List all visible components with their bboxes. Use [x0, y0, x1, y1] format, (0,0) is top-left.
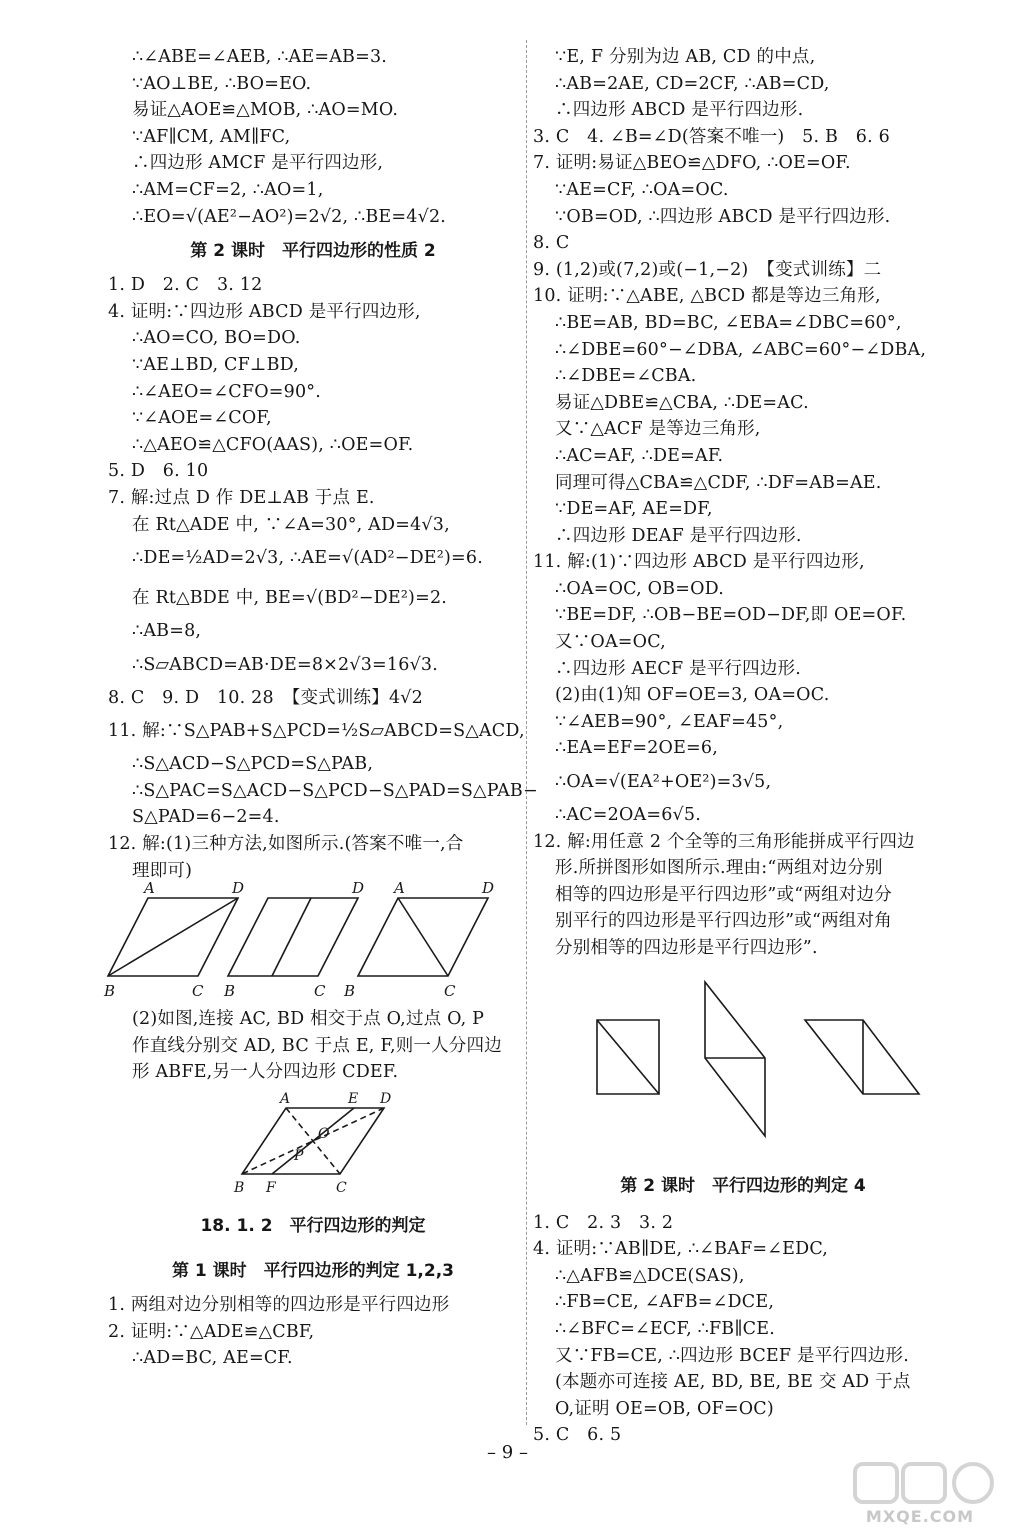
- answer-line: ∴∠DBE=∠CBA.: [555, 366, 697, 387]
- answer-line: ∵AF∥CM, AM∥FC,: [132, 126, 291, 147]
- watermark-text: MXQE.COM: [865, 1507, 975, 1526]
- answer-line: 1. C 2. 3 3. 2: [533, 1212, 674, 1233]
- answer-line: (2)如图,连接 AC, BD 相交于点 O,过点 O, P: [132, 1009, 485, 1030]
- answer-line: ∴S▱ABCD=AB·DE=8×2√3=16√3.: [132, 654, 439, 675]
- answer-line: 形.所拼图形如图所示.理由:“两组对边分别: [555, 858, 883, 879]
- answer-line: ∴四边形 ABCD 是平行四边形.: [555, 100, 804, 121]
- answer-line: (本题亦可连接 AE, BD, BE, BE 交 AD 于点: [555, 1372, 911, 1393]
- answer-line: ∵∠AEB=90°, ∠EAF=45°,: [555, 711, 784, 732]
- answer-line: ∵DE=AF, AE=DF,: [555, 499, 713, 520]
- fig2-label-e: E: [348, 1091, 359, 1108]
- answer-line: (2)由(1)知 OF=OE=3, OA=OC.: [555, 685, 830, 706]
- answer-line: 9. (1,2)或(7,2)或(−1,−2) 【变式训练】二: [533, 259, 882, 280]
- answer-line: ∴AB=8,: [132, 621, 202, 642]
- answer-line: 5. D 6. 10: [108, 461, 209, 482]
- answer-line: 8. C 9. D 10. 28 【变式训练】4√2: [108, 687, 423, 708]
- fig1-p3-label-c: C: [444, 982, 456, 1001]
- answer-line: ∴EO=√(AE²−AO²)=2√2, ∴BE=4√2.: [132, 206, 447, 227]
- fig1-p3-label-d: D: [482, 879, 495, 898]
- answer-line: ∴FB=CE, ∠AFB=∠DCE,: [555, 1292, 775, 1313]
- figure-parallelogram-division: [108, 1090, 518, 1202]
- answer-line: 12. 解:用任意 2 个全等的三角形能拼成平行四边: [533, 831, 915, 852]
- answer-line: ∴∠AEO=∠CFO=90°.: [132, 381, 322, 402]
- answer-line: 理即可): [132, 860, 193, 881]
- figure-triangle-assemblies: [533, 966, 953, 1162]
- answer-line: ∴S△ACD−S△PCD=S△PAB,: [132, 754, 374, 775]
- fig1-p1-label-b: B: [104, 982, 116, 1001]
- answer-line: ∴四边形 AECF 是平行四边形.: [555, 658, 802, 679]
- answer-line: ∴S△PAC=S△ACD−S△PCD−S△PAD=S△PAB−: [132, 780, 538, 801]
- answer-line: 2. 证明:∵△ADE≌△CBF,: [108, 1321, 315, 1342]
- answer-line: 3. C 4. ∠B=∠D(答案不唯一) 5. B 6. 6: [533, 126, 890, 147]
- fig1-p3-label-b: B: [344, 982, 356, 1001]
- answer-line: ∴AD=BC, AE=CF.: [132, 1348, 293, 1369]
- answer-line: ∵E, F 分别为边 AB, CD 的中点,: [555, 47, 816, 67]
- fig2-label-d: D: [380, 1091, 392, 1108]
- section-heading: 第 2 课时 平行四边形的判定 4: [620, 1175, 866, 1196]
- answer-line: 7. 证明:易证△BEO≌△DFO, ∴OE=OF.: [533, 153, 851, 174]
- section-heading: 第 2 课时 平行四边形的性质 2: [190, 241, 436, 262]
- answer-line: ∴AC=2OA=6√5.: [555, 805, 701, 826]
- answer-line: 11. 解:(1)∵四边形 ABCD 是平行四边形,: [533, 552, 865, 573]
- answer-line: ∴四边形 DEAF 是平行四边形.: [555, 525, 802, 546]
- answer-line: 作直线分别交 AD, BC 于点 E, F,则一人分四边: [132, 1035, 502, 1056]
- fig1-p1-label-c: C: [192, 982, 204, 1001]
- answer-line: 7. 解:过点 D 作 DE⊥AB 于点 E.: [108, 487, 375, 508]
- fig2-label-o: O: [318, 1126, 330, 1143]
- answer-line: ∴△AFB≌△DCE(SAS),: [555, 1265, 745, 1286]
- answer-line: 4. 证明:∵AB∥DE, ∴∠BAF=∠EDC,: [533, 1239, 829, 1260]
- answer-line: 易证△DBE≌△CBA, ∴DE=AC.: [555, 392, 809, 413]
- answer-line: ∴AO=CO, BO=DO.: [132, 328, 301, 349]
- answer-line: 12. 解:(1)三种方法,如图所示.(答案不唯一,合: [108, 834, 464, 855]
- answer-line: 1. D 2. C 3. 12: [108, 275, 263, 296]
- answer-line: ∴AB=2AE, CD=2CF, ∴AB=CD,: [555, 73, 830, 94]
- section-heading: 第 1 课时 平行四边形的判定 1,2,3: [172, 1261, 454, 1282]
- answer-line: 10. 证明:∵△ABE, △BCD 都是等边三角形,: [533, 286, 881, 307]
- answer-line: 又∵△ACF 是等边三角形,: [555, 419, 761, 440]
- answer-line: 别平行的四边形是平行四边形”或“两组对角: [555, 911, 892, 932]
- answer-line: 又∵FB=CE, ∴四边形 BCEF 是平行四边形.: [555, 1345, 909, 1366]
- answer-line: ∵BE=DF, ∴OB−BE=OD−DF,即 OE=OF.: [555, 605, 907, 626]
- answer-line: ∴AC=AF, ∴DE=AF.: [555, 445, 724, 466]
- answer-line: ∵AO⊥BE, ∴BO=EO.: [132, 73, 312, 94]
- fig2-label-a: A: [280, 1091, 291, 1108]
- answer-line: 同理可得△CBA≌△CDF, ∴DF=AB=AE.: [555, 472, 882, 493]
- answer-line: 11. 解:∵S△PAB+S△PCD=½S▱ABCD=S△ACD,: [108, 721, 525, 742]
- right-column: [533, 44, 953, 1449]
- answer-line: ∵∠AOE=∠COF,: [132, 408, 272, 429]
- answer-line: 易证△AOE≌△MOB, ∴AO=MO.: [132, 100, 399, 121]
- answer-line: ∵AE=CF, ∴OA=OC.: [555, 179, 729, 200]
- fig2-label-b: B: [234, 1180, 245, 1197]
- answer-line: ∵AE⊥BD, CF⊥BD,: [132, 354, 300, 375]
- answer-line: ∴∠ABE=∠AEB, ∴AE=AB=3.: [132, 47, 388, 67]
- fig1-p2-label-b: B: [224, 982, 236, 1001]
- answer-line: 8. C: [533, 233, 570, 254]
- answer-line: ∴∠BFC=∠ECF, ∴FB∥CE.: [555, 1318, 775, 1339]
- fig1-p2-label-d: D: [352, 879, 365, 898]
- answer-line: 5. C 6. 5: [533, 1425, 622, 1446]
- fig1-p1-label-d: D: [232, 879, 245, 898]
- answer-line: ∴EA=EF=2OE=6,: [555, 738, 719, 759]
- fig2-label-f: F: [266, 1180, 276, 1197]
- answer-line: ∴AM=CF=2, ∴AO=1,: [132, 179, 324, 200]
- watermark-logo: [835, 1460, 1005, 1530]
- page-number: – 9 –: [487, 1442, 528, 1463]
- answer-line: 在 Rt△BDE 中, BE=√(BD²−DE²)=2.: [132, 588, 448, 609]
- answer-line: 形 ABFE,另一人分四边形 CDEF.: [132, 1062, 399, 1083]
- answer-line: 相等的四边形是平行四边形”或“两组对边分: [555, 884, 892, 905]
- answer-line: 又∵OA=OC,: [555, 632, 666, 653]
- answer-line: 4. 证明:∵四边形 ABCD 是平行四边形,: [108, 301, 421, 322]
- answer-line: O,证明 OE=OB, OF=OC): [555, 1398, 774, 1419]
- answer-line: ∴△AEO≌△CFO(AAS), ∴OE=OF.: [132, 434, 414, 455]
- answer-line: ∴OA=√(EA²+OE²)=3√5,: [555, 772, 772, 793]
- answer-line: 分别相等的四边形是平行四边形”.: [555, 938, 818, 958]
- fig2-label-p: P: [294, 1148, 304, 1165]
- answer-line: S△PAD=6−2=4.: [132, 807, 280, 828]
- answer-line: ∴∠DBE=60°−∠DBA, ∠ABC=60°−∠DBA,: [555, 339, 927, 360]
- answer-line: 在 Rt△ADE 中, ∵∠A=30°, AD=4√3,: [132, 514, 450, 535]
- answer-line: ∴OA=OC, OB=OD.: [555, 578, 725, 599]
- left-column: [104, 44, 538, 1372]
- answer-line: ∵OB=OD, ∴四边形 ABCD 是平行四边形.: [555, 206, 891, 227]
- fig1-p2-label-c: C: [314, 982, 326, 1001]
- answer-line: ∴DE=½AD=2√3, ∴AE=√(AD²−DE²)=6.: [132, 548, 483, 569]
- answer-line: 1. 两组对边分别相等的四边形是平行四边形: [108, 1295, 450, 1316]
- answer-line: ∴四边形 AMCF 是平行四边形,: [132, 153, 384, 174]
- column-divider: [526, 40, 527, 1425]
- figure-three-parallelogram-methods: [104, 879, 508, 1006]
- fig2-label-c: C: [336, 1180, 347, 1197]
- fig1-p1-label-a: A: [144, 879, 155, 898]
- section-heading: 18. 1. 2 平行四边形的判定: [200, 1216, 426, 1237]
- fig1-p3-label-a: A: [394, 879, 405, 898]
- answer-line: ∴BE=AB, BD=BC, ∠EBA=∠DBC=60°,: [555, 312, 902, 333]
